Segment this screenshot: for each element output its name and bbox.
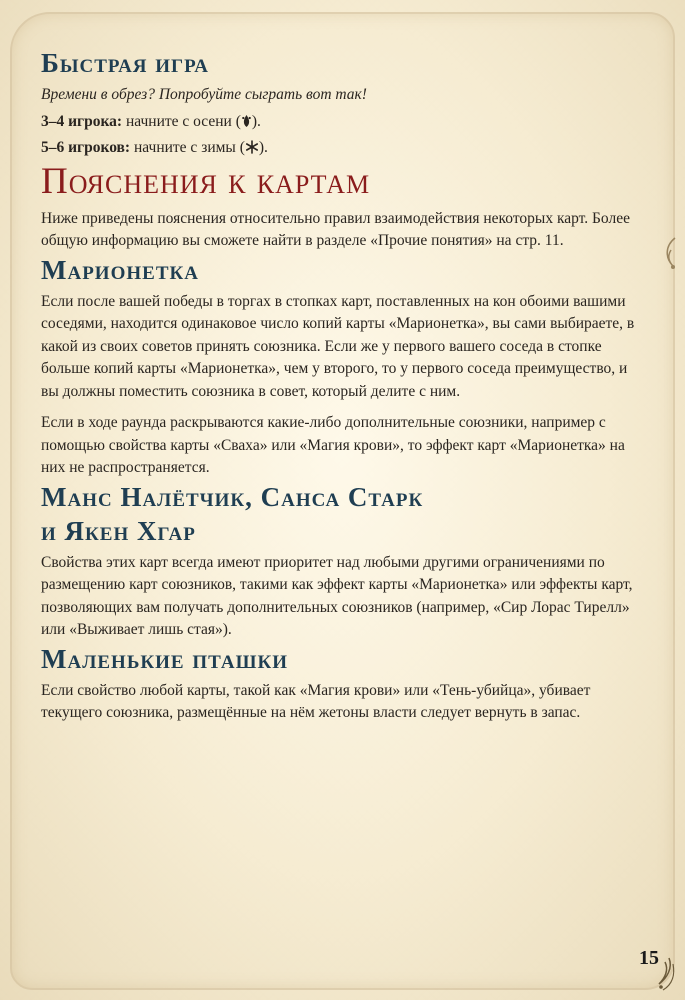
quick-game-section [41,46,641,160]
card-notes-intro: Ниже приведены пояснения относительно правил взаимодействия некоторых карт. Более общую информацию вы сможете найти в разделе «Прочие понятия» на стр. 11. [41,209,630,249]
rule-label: 5–6 игроков: [41,139,131,156]
rule-end: ). [258,139,268,156]
puppet-paragraph-1: Если после вашей победы в торгах в стопках карт, поставленных на кон обоими вашими соседями, находится одинаковое число копий карты «Марионетка», вы сами выбираете, в какой из своих советов принять союзника. Если же у первого вашего соседа в стопке больше копий карты «Марионетка», чем у второго, то у первого соседа преимущество, и вы должны поместить союзника в совет, который делите с ним. [41,292,635,400]
puppet-section [41,253,641,480]
little-birds-paragraph: Если свойство любой карты, такой как «Магия крови» или «Тень-убийца», убивает текущего союзника, размещённые на нём жетоны власти следует вернуть в запас. [41,681,591,721]
rule-text: начните с осени ( [122,112,241,130]
page-content [41,46,641,725]
mance-title-line-1: Манс Налётчик, Санса Старк [41,481,424,512]
quick-game-rule-5-6-players [41,137,641,160]
rule-end: ). [251,112,261,130]
winter-icon [245,140,259,154]
quick-game-rule-3-4-players [41,111,641,134]
rule-text: начните с зимы ( [130,139,245,156]
mance-title [41,480,641,548]
card-notes-section [41,160,641,253]
puppet-title: Марионетка [41,254,199,285]
side-flourish-icon [661,236,679,276]
little-birds-title: Маленькие пташки [41,643,289,674]
puppet-paragraph-2: Если в ходе раунда раскрываются какие-либо дополнительные союзники, например с помощью свойства карты «Сваха» или «Магия крови», то эффект карт «Марионетка» на них не распространяется. [41,414,625,476]
page-number: 15 [639,947,659,969]
quick-game-title: Быстрая игра [41,48,210,78]
mance-section [41,480,641,642]
mance-paragraph: Свойства этих карт всегда имеют приоритет над любыми другими ограничениями по размещению карт союзников, такими как эффект карты «Марионетка» или эффекты карт, позволяющих вам получать дополнительных союзников (например, «Сир Лорас Тирелл» или «Выживает лишь стая»). [41,553,633,638]
rule-label: 3–4 игрока: [41,112,123,130]
card-notes-title: Пояснения к картам [41,160,371,202]
quick-game-intro: Времени в обрез? Попробуйте сыграть вот так! [41,86,367,103]
corner-flourish-icon [639,954,679,994]
autumn-icon [241,114,252,128]
mance-title-line-2: и Якен Хгар [41,515,196,546]
little-birds-section [41,642,641,725]
